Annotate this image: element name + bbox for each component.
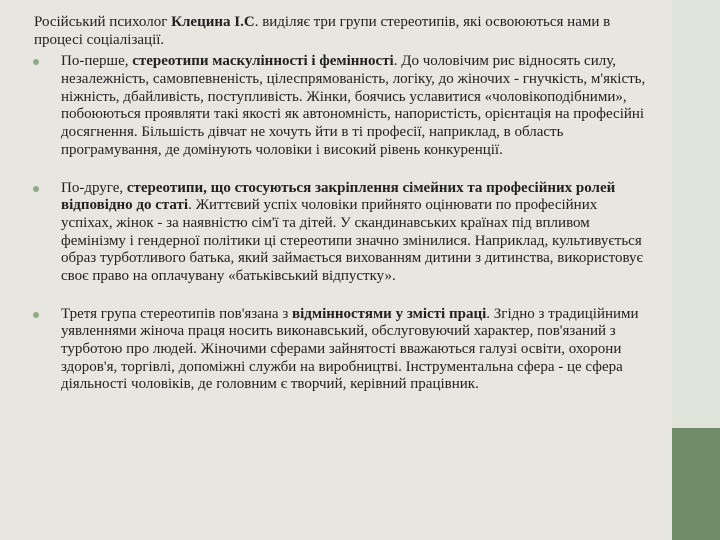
- bullet-text-before: Третя група стереотипів пов'язана з: [61, 305, 292, 322]
- slide-body: [28, 14, 650, 394]
- bullet-family-professional-roles: [28, 180, 650, 286]
- intro-suffix: . виділяє три групи стереотипів, які освоюються нами в процесі соціалізації.: [34, 14, 611, 48]
- bullet-text-after: . До чоловічим рис відносять силу, незалежність, самовпевненість, цілеспрямованість, логіку, до жіночих - гнучкість, м'якість, ніжність, дбайливість, поступливість. Жінки, боячись уславитися «чоловікоподібними», побоюються проявляти такі якості як автономність, напористість, орієнтація на професійні досягнення. Більшість дівчат не хочуть йти в ті професії, наприклад, в область програмування, де домінують чоловіки і високий рівень конкуренції.: [61, 53, 646, 158]
- bullet-text-before: По-друге,: [61, 179, 127, 196]
- bullet-masculinity-femininity: [28, 53, 650, 159]
- bullet-highlight: стереотипи, що стосуються закріплення сімейних та професійних ролей відповідно до статі: [61, 179, 616, 214]
- bullet-highlight: відмінностями у змісті праці: [292, 305, 487, 322]
- stereotype-list: [28, 53, 650, 394]
- bullet-text-before: По-перше,: [61, 53, 133, 70]
- bullet-work-content: [28, 306, 650, 394]
- bullet-dot-icon: [33, 186, 39, 192]
- bullet-highlight: стереотипи маскулінності і фемінності: [132, 53, 394, 70]
- intro-paragraph: [34, 14, 650, 49]
- intro-author: Клецина І.С: [171, 14, 255, 30]
- intro-prefix: Російський психолог: [34, 14, 172, 30]
- bullet-dot-icon: [33, 312, 39, 318]
- bullet-text-after: . Життєвий успіх чоловіки прийнято оцінювати по професійних успіхах, жінок - за наявністю сім'ї та дітей. У скандинавських країнах під впливом фемінізму і гендерної політики ці стереотипи значно змінилися. Наприклад, культивується образ турботливого батька, який займається вихованням дитини з дитинства, використовує своє право на оплачувану «батьківський відпустку».: [61, 197, 643, 284]
- bullet-text-after: . Згідно з традиційними уявленнями жіноча праця носить виконавський, обслуговуючий характер, пов'язаний з турботою про людей. Жіночими сферами зайнятості вважаються галузі освіти, охорони здоров'я, торгівлі, допоміжні служби на виробництві. Інструментальна сфера - це сфера діяльності чоловіків, де головним є творчий, керівний працівник.: [61, 305, 639, 393]
- right-sidebar: [672, 0, 720, 540]
- bullet-dot-icon: [33, 59, 39, 65]
- sidebar-accent-block: [672, 428, 720, 540]
